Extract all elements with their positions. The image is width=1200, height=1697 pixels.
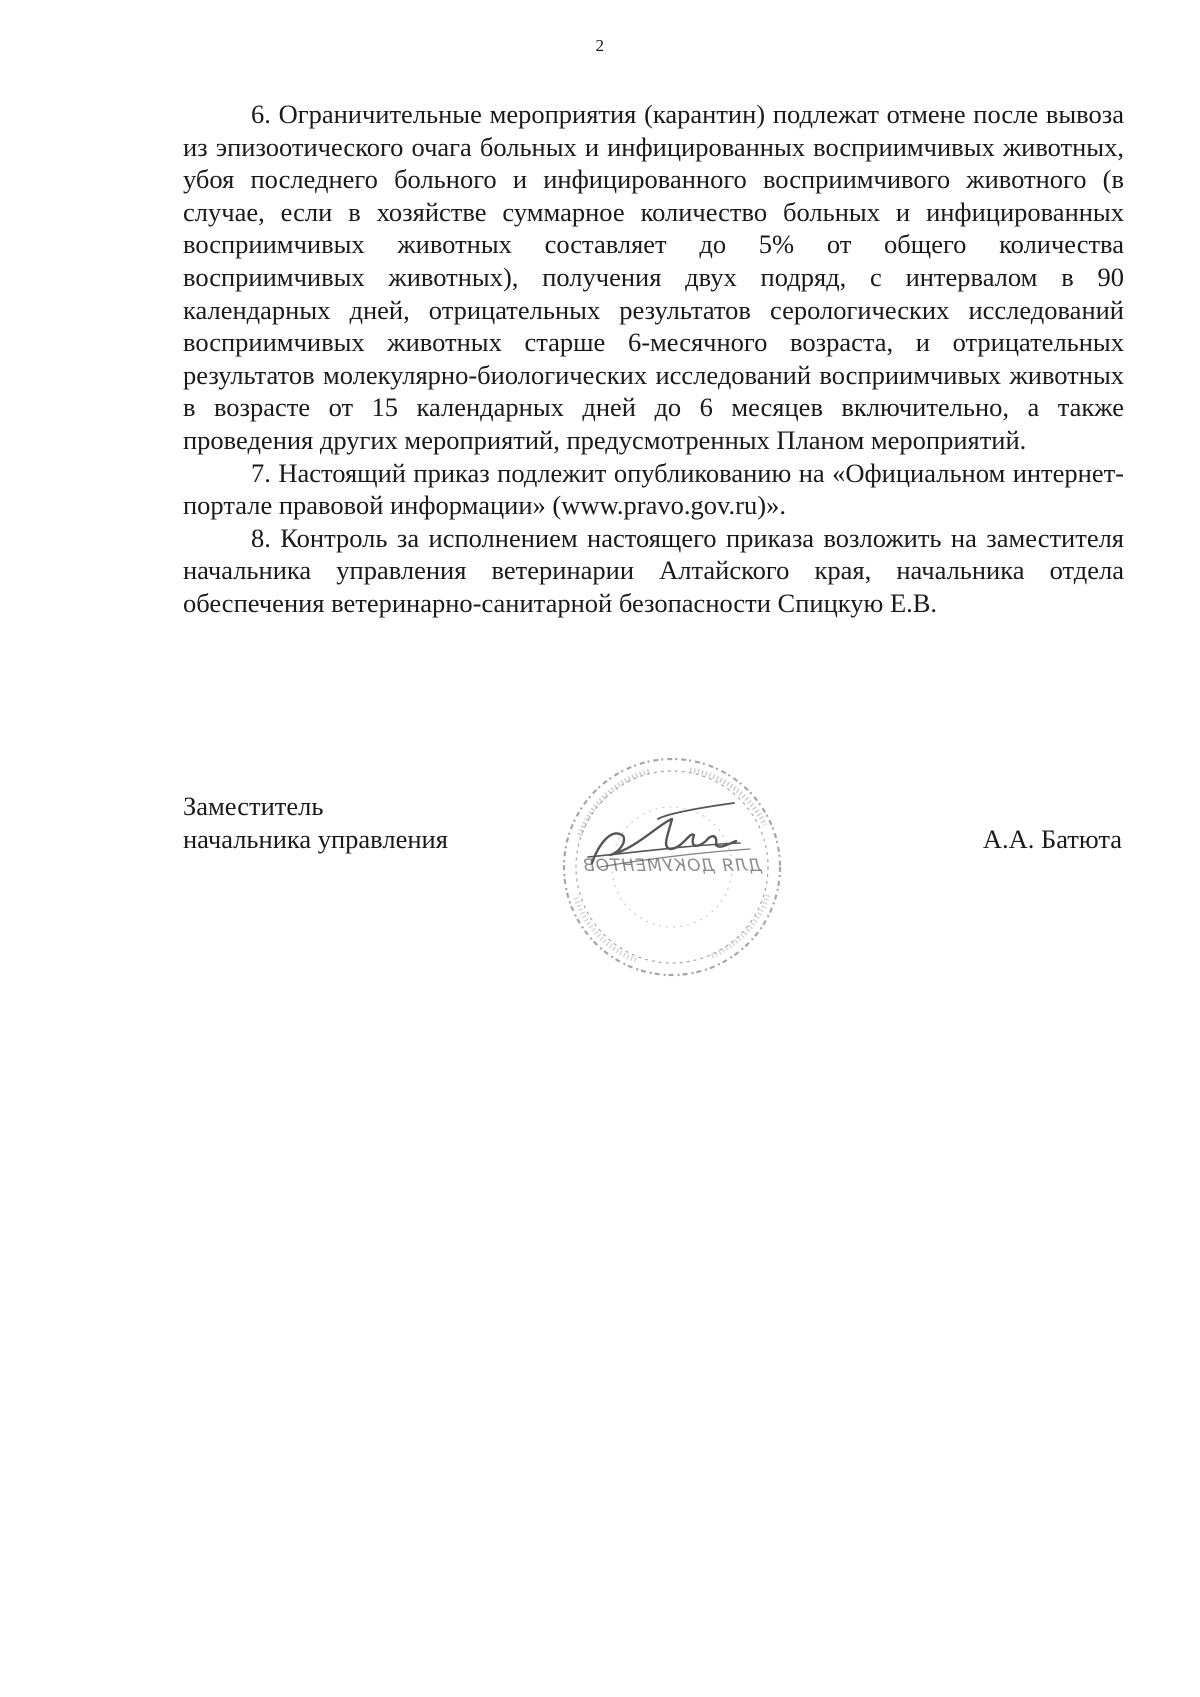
document-body <box>183 98 1124 620</box>
svg-text:ДЛЯ ДОКУМЕНТОВ: ДЛЯ ДОКУМЕНТОВ <box>582 856 762 876</box>
signatory-name: А.А. Батюта <box>982 824 1122 854</box>
signatory-position <box>183 790 448 855</box>
official-stamp <box>540 745 810 985</box>
page-number: 2 <box>595 36 605 55</box>
paragraph-7: 7. Настоящий приказ подлежит опубликованию на «Официальном интернет-портале правовой информации» (www.pravo.gov.ru)». <box>183 457 1124 521</box>
signatory-position-line-1: Заместитель <box>183 791 324 821</box>
paragraph-8: 8. Контроль за исполнением настоящего приказа возложить на заместителя начальника управления ветеринарии Алтайского края, начальника отдела обеспечения ветеринарно-санитарной безопасности Спицкую Е.В. <box>183 522 1124 618</box>
paragraph-6: 6. Ограничительные мероприятия (карантин) подлежат отмене после вывоза из эпизоотического очага больных и инфицированных восприимчивых животных, убоя последнего больного и инфицированного восприимчивого животного (в случае, если в хозяйстве суммарное количество больных и инфицированных восприимчивых животных составляет до 5% от общего количества восприимчивых животных), получения двух подряд, с интервалом в 90 календарных дней, отрицательных результатов серологических исследований восприимчивых животных старше 6-месячного возраста, и отрицательных результатов молекулярно-биологических исследований восприимчивых животных в возрасте от 15 календарных дней до 6 месяцев включительно, а также проведения других мероприятий, предусмотренных Планом мероприятий. <box>183 99 1124 455</box>
signatory-position-line-2: начальника управления <box>183 823 448 854</box>
